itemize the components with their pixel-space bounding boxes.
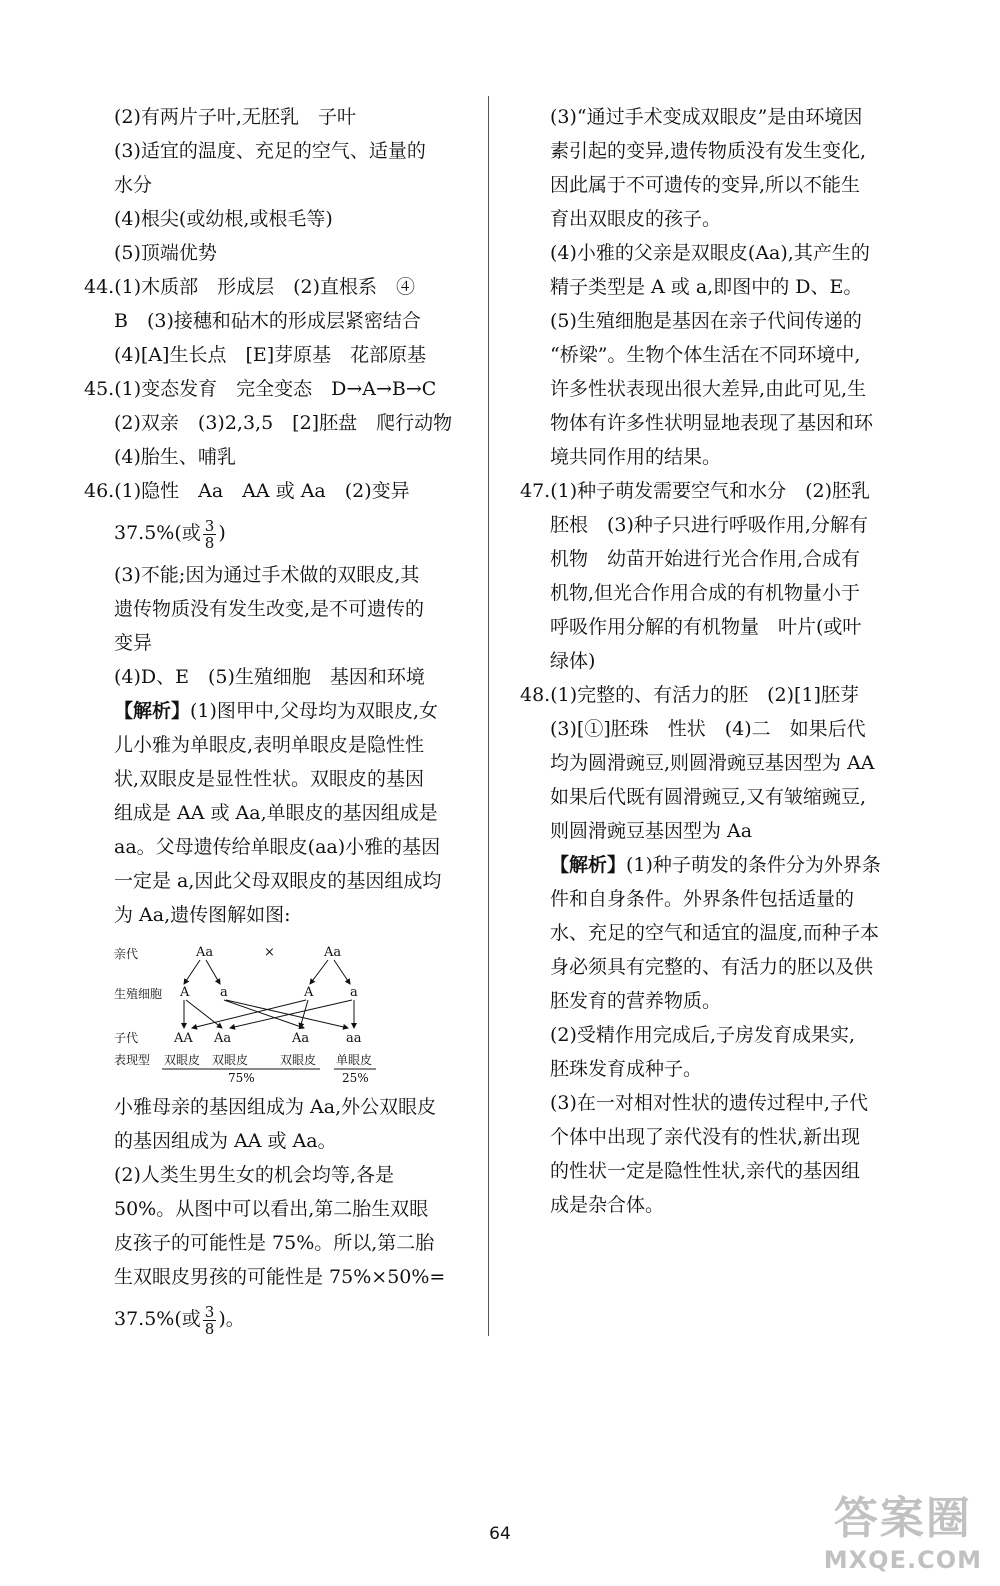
answer-line: (5)顶端优势 [114, 242, 217, 264]
answer-line: (4)胎生、哺乳 [114, 446, 236, 468]
answer-line: 胚根 (3)种子只进行呼吸作用,分解有 [550, 514, 868, 536]
offspring-genotype: Aa [292, 1031, 310, 1046]
phenotype: 单眼皮 [336, 1053, 373, 1067]
watermark-logo [824, 1482, 982, 1574]
answer-line: (3)适宜的温度、充足的空气、适量的 [114, 140, 426, 162]
fraction-numerator: 3 [204, 1302, 215, 1321]
row-label-gamete: 生殖细胞 [114, 987, 163, 1001]
analysis-line: 育出双眼皮的孩子。 [550, 208, 722, 230]
arrow [310, 960, 328, 984]
answer-line: 绿体) [550, 650, 596, 672]
answer-line: 均为圆滑豌豆,则圆滑豌豆基因型为 AA [550, 752, 875, 774]
watermark-title: 答案圈 [833, 1493, 972, 1544]
analysis-line: 身必须具有完整的、有活力的胚以及供 [550, 956, 874, 978]
answer-line: 机物 幼苗开始进行光合作用,合成有 [550, 548, 861, 570]
row-label-parent: 亲代 [114, 947, 139, 961]
answer-line: B (3)接穗和砧木的形成层紧密结合 [114, 310, 421, 332]
analysis-line [520, 848, 920, 882]
analysis-line: (3)在一对相对性状的遗传过程中,子代 [550, 1092, 868, 1114]
arrow [206, 960, 220, 984]
row-label-offspring: 子代 [114, 1031, 139, 1045]
analysis-line: (4)小雅的父亲是双眼皮(Aa),其产生的 [550, 242, 870, 264]
answer-line: 如果后代既有圆滑豌豆,又有皱缩豌豆, [550, 786, 867, 808]
analysis-line: 的性状一定是隐性性状,亲代的基因组 [550, 1160, 861, 1182]
value-text: 37.5%(或 [114, 1308, 201, 1330]
analysis-text: (1)种子萌发的条件分为外界条 [626, 854, 881, 876]
gamete: A [304, 985, 314, 1000]
analysis-line: 为 Aa,遗传图解如图: [114, 904, 291, 926]
answer-line: 呼吸作用分解的有机物量 叶片(或叶 [550, 616, 862, 638]
analysis-line: 一定是 a,因此父母双眼皮的基因组成均 [114, 870, 442, 892]
analysis-line: 素引起的变异,遗传物质没有发生变化, [550, 140, 867, 162]
analysis-line: 皮孩子的可能性是 75%。所以,第二胎 [114, 1232, 435, 1254]
question-44: 44.(1)木质部 形成层 (2)直根系 ④ [84, 276, 416, 298]
analysis-line-fraction [84, 1294, 476, 1344]
answer-line: (3)[①]胚珠 性状 (4)二 如果后代 [550, 718, 866, 740]
analysis-line: “桥梁”。生物个体生活在不同环境中, [550, 344, 861, 366]
value-text: 37.5%(或 [114, 522, 201, 544]
parent-genotype-right: Aa [324, 945, 342, 960]
question-46: 46.(1)隐性 Aa AA 或 Aa (2)变异 [84, 480, 410, 502]
fraction-denominator: 8 [204, 533, 215, 552]
analysis-line: aa。父母遗传给单眼皮(aa)小雅的基因 [114, 836, 441, 858]
gamete: a [220, 985, 228, 1000]
answer-line: (4)[A]生长点 [E]芽原基 花部原基 [114, 344, 427, 366]
answer-line: (2)有两片子叶,无胚乳 子叶 [114, 106, 356, 128]
percent-recessive: 25% [342, 1071, 369, 1084]
value-text: ) [218, 522, 226, 544]
answer-line: (4)D、E (5)生殖细胞 基因和环境 [114, 666, 425, 688]
answer-line: (4)根尖(或幼根,或根毛等) [114, 208, 333, 230]
answer-line: 则圆滑豌豆基因型为 Aa [550, 820, 753, 842]
analysis-line: 精子类型是 A 或 a,即图中的 D、E。 [550, 276, 863, 298]
phenotype: 双眼皮 [280, 1053, 317, 1067]
fraction [203, 1304, 217, 1337]
offspring-genotype: Aa [214, 1031, 232, 1046]
analysis-line: 小雅母亲的基因组成为 Aa,外公双眼皮 [114, 1096, 437, 1118]
analysis-line: 许多性状表现出很大差异,由此可见,生 [550, 378, 867, 400]
answer-line: (3)不能;因为通过手术做的双眼皮,其 [114, 564, 420, 586]
answer-line-fraction [84, 508, 476, 558]
phenotype: 双眼皮 [212, 1053, 249, 1067]
analysis-line: (5)生殖细胞是基因在亲子代间传递的 [550, 310, 862, 332]
analysis-line: (2)人类生男生女的机会均等,各是 [114, 1164, 394, 1186]
analysis-line: 个体中出现了亲代没有的性状,新出现 [550, 1126, 861, 1148]
percent-dominant: 75% [228, 1071, 255, 1084]
answer-line: 变异 [114, 632, 153, 654]
analysis-line: 儿小雅为单眼皮,表明单眼皮是隐性性 [114, 734, 425, 756]
analysis-line: 50%。从图中可以看出,第二胎生双眼 [114, 1198, 429, 1220]
analysis-line: 胚珠发育成种子。 [550, 1058, 703, 1080]
analysis-line: 成是杂合体。 [550, 1194, 665, 1216]
analysis-line: (2)受精作用完成后,子房发育成果实, [550, 1024, 855, 1046]
offspring-genotype: aa [346, 1031, 362, 1046]
question-47: 47.(1)种子萌发需要空气和水分 (2)胚乳 [520, 480, 871, 502]
analysis-line: 组成是 AA 或 Aa,单眼皮的基因组成是 [114, 802, 438, 824]
analysis-line: (3)“通过手术变成双眼皮”是由环境因 [550, 106, 863, 128]
analysis-line: 境共同作用的结果。 [550, 446, 722, 468]
answer-line: 遗传物质没有发生改变,是不可遗传的 [114, 598, 425, 620]
arrow [184, 960, 200, 984]
fraction-numerator: 3 [204, 516, 215, 535]
genetic-cross-diagram [114, 936, 414, 1084]
arrow [334, 960, 350, 984]
offspring-genotype: AA [174, 1031, 193, 1046]
answer-line: 机物,但光合作用合成的有机物量小于 [550, 582, 861, 604]
analysis-line: 物体有许多性状明显地表现了基因和环 [550, 412, 874, 434]
phenotype: 双眼皮 [164, 1053, 201, 1067]
arrow [186, 1000, 222, 1028]
parent-genotype-left: Aa [196, 945, 214, 960]
right-column [520, 100, 920, 1222]
page-number: 64 [489, 1524, 511, 1544]
gamete: a [350, 985, 358, 1000]
answer-line: (2)双亲 (3)2,3,5 [2]胚盘 爬行动物 [114, 412, 453, 434]
value-text: )。 [218, 1308, 245, 1330]
gamete: A [180, 985, 190, 1000]
analysis-text: (1)图甲中,父母均为双眼皮,女 [190, 700, 439, 722]
analysis-line: 生双眼皮男孩的可能性是 75%×50%= [114, 1266, 446, 1288]
question-45: 45.(1)变态发育 完全变态 D→A→B→C [84, 378, 437, 400]
watermark-url: MXQE.COM [823, 1546, 982, 1574]
arrow [300, 1000, 308, 1028]
analysis-line: 胚发育的营养物质。 [550, 990, 722, 1012]
analysis-line [84, 694, 476, 728]
cross-symbol: × [264, 945, 275, 960]
analysis-line: 因此属于不可遗传的变异,所以不能生 [550, 174, 861, 196]
column-divider [488, 96, 489, 1336]
analysis-line: 件和自身条件。外界条件包括适量的 [550, 888, 855, 910]
analysis-tag: 【解析】 [114, 700, 191, 722]
question-48: 48.(1)完整的、有活力的胚 (2)[1]胚芽 [520, 684, 859, 706]
answer-line: 水分 [114, 174, 153, 196]
row-label-phenotype: 表现型 [114, 1053, 151, 1067]
left-column [84, 100, 476, 1344]
fraction [203, 518, 217, 551]
analysis-line: 状,双眼皮是显性性状。双眼皮的基因 [114, 768, 425, 790]
analysis-tag: 【解析】 [550, 854, 627, 876]
analysis-line: 水、充足的空气和适宜的温度,而种子本 [550, 922, 880, 944]
fraction-denominator: 8 [204, 1319, 215, 1338]
analysis-line: 的基因组成为 AA 或 Aa。 [114, 1130, 337, 1152]
